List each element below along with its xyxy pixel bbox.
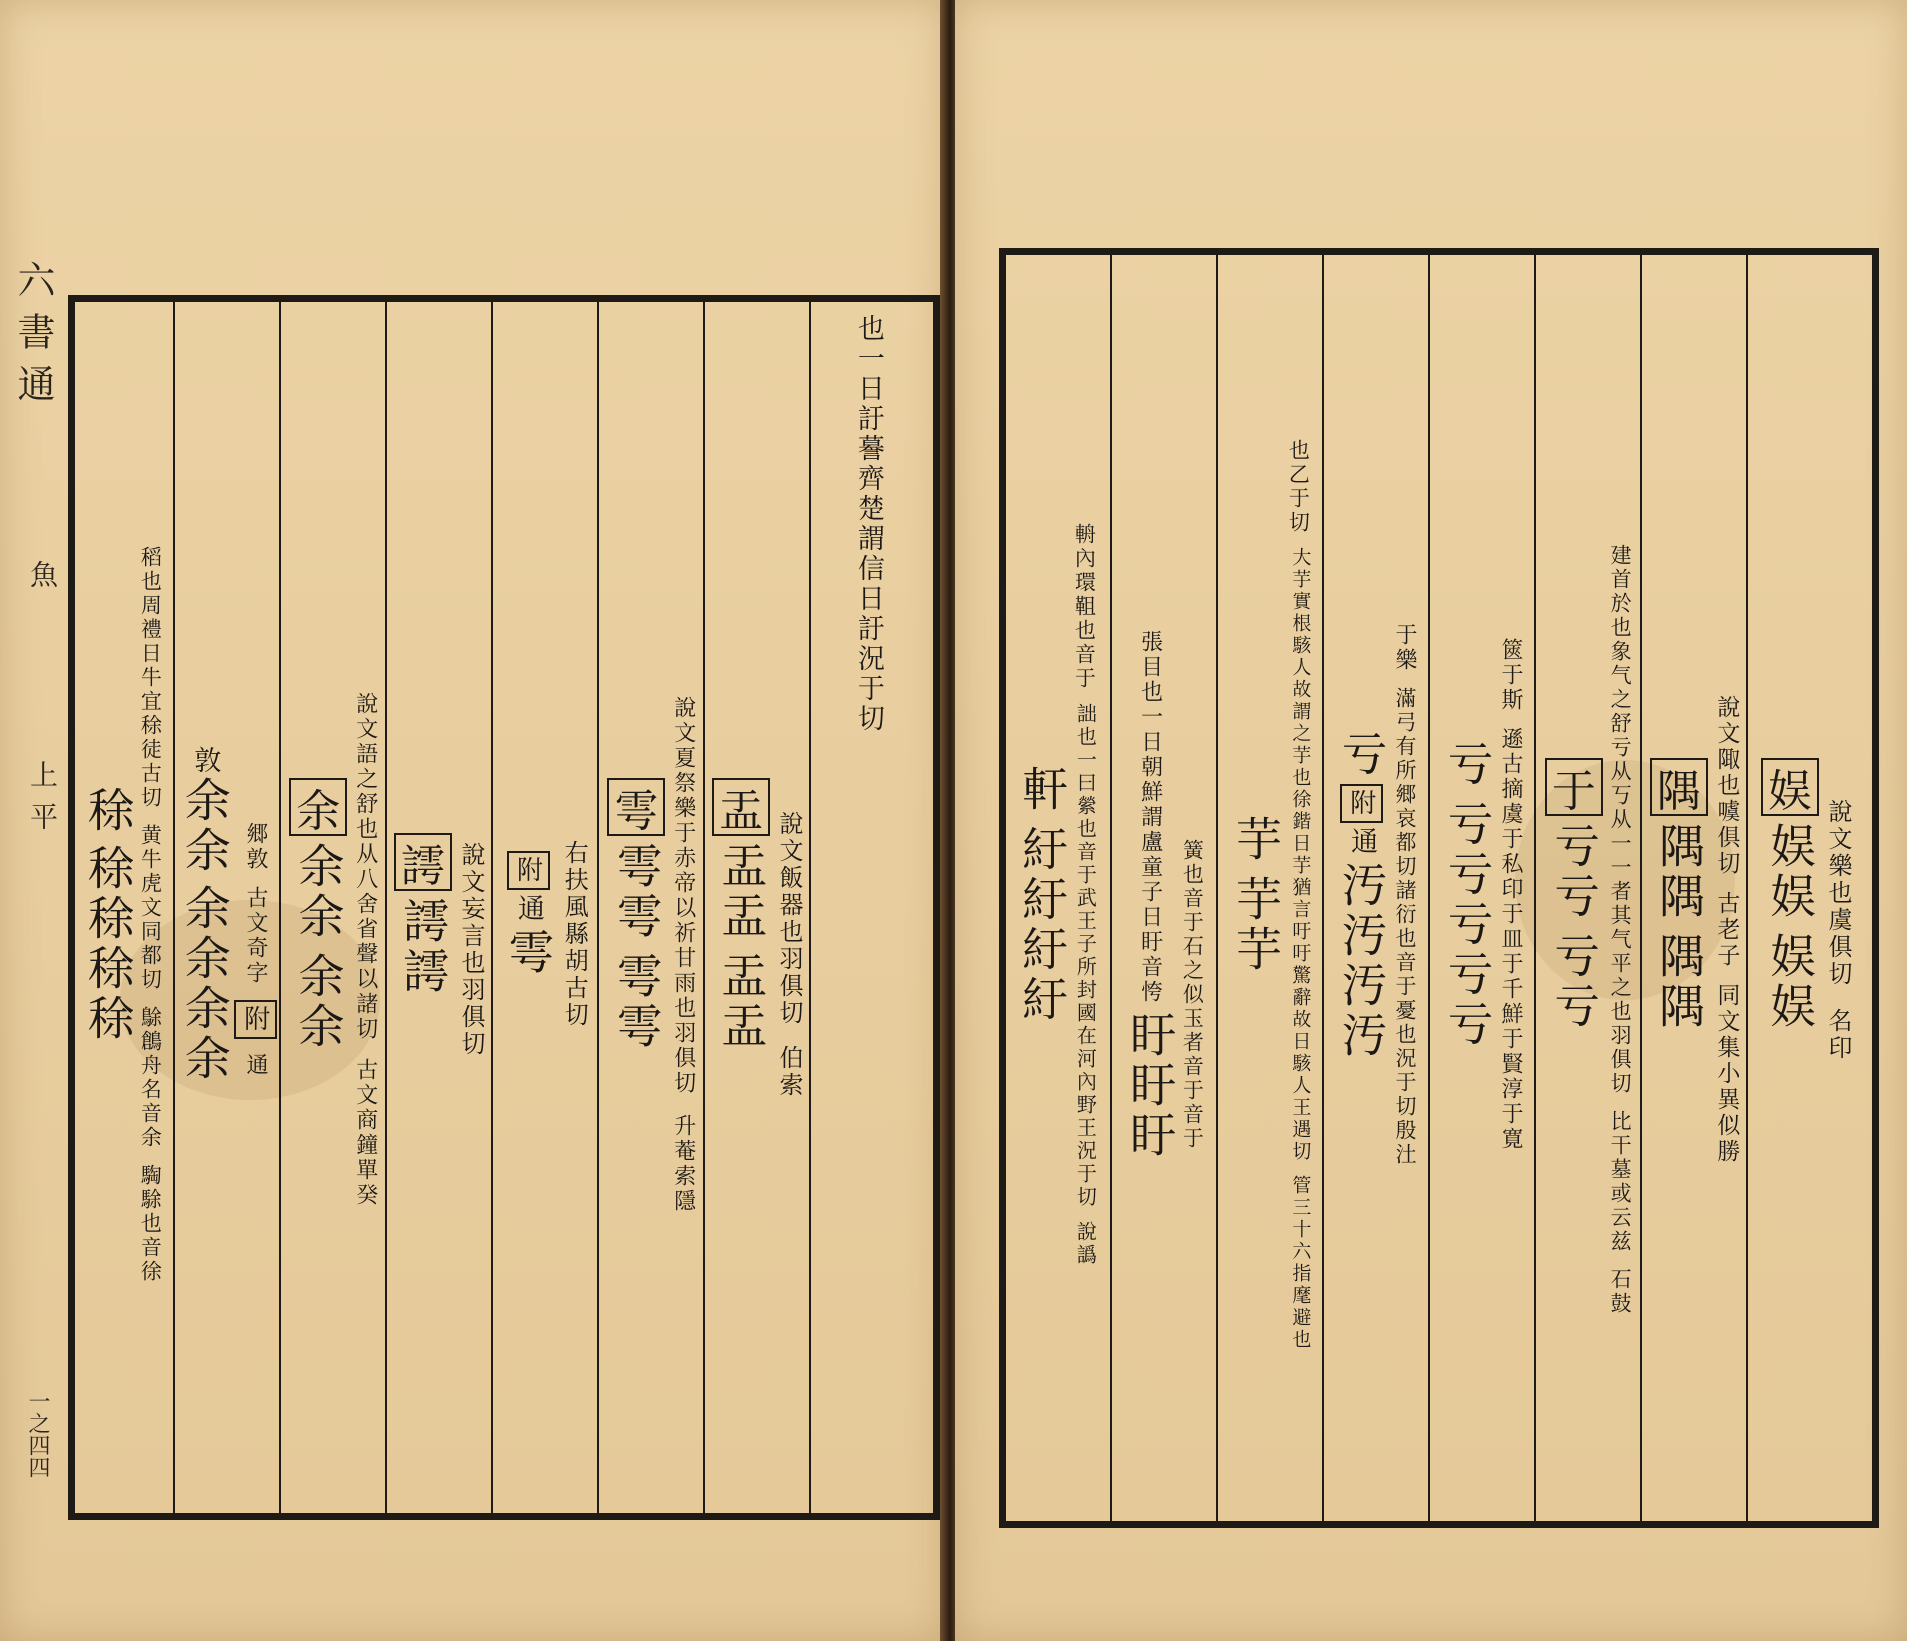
gloss-text: 騊駼也音徐	[138, 1163, 163, 1284]
gloss-text: 詘也一曰縈也音于武王子所封國在河內野王況于切	[1073, 703, 1098, 1209]
gloss-text: 大芋實根駭人故謂之芋也徐鍇日芋猶言吁吁驚辭故日駭人王遇切	[1289, 547, 1312, 1163]
seal-forms: 娱娱	[1763, 932, 1818, 1032]
gloss-text: 黄牛虎文同都切	[138, 823, 163, 992]
seal-forms: 雩雩	[609, 951, 664, 1052]
headword-box: 謣	[394, 833, 452, 891]
seal-forms: 亏亏亏亏亏	[1440, 800, 1495, 1050]
headword-box: 隅	[1650, 758, 1708, 816]
column-rule	[1428, 253, 1430, 1523]
column-rule	[1640, 253, 1642, 1523]
entry-column	[389, 300, 491, 1515]
gloss-text: 說文夏祭樂于赤帝以祈甘雨也羽俱切	[670, 695, 696, 1096]
variant-note: 通	[1346, 826, 1378, 857]
seal-forms: 稌稌稌稌	[81, 843, 136, 1044]
column-rule	[173, 300, 175, 1515]
source-note: 遜古摘虞于私印于皿于千鮮于賢淳于寛	[1498, 727, 1524, 1152]
seal-forms: 雩	[501, 928, 556, 978]
gloss-text: 說文妄言也羽俱切	[457, 841, 485, 1058]
margin-tone: 上平	[26, 760, 59, 844]
source-note: 郷敦	[243, 821, 269, 872]
column-rule	[1110, 253, 1112, 1523]
gloss-text: 說文樂也虞俱切	[1824, 798, 1852, 988]
variant-note: 通	[243, 1052, 269, 1078]
seal-forms: 余余余余	[177, 883, 232, 1084]
seal-forms: 隅隅	[1651, 932, 1706, 1032]
column-rule	[1322, 253, 1324, 1523]
left-text-frame	[68, 295, 940, 1520]
seal-forms: 亏亏	[1547, 822, 1602, 922]
entry-column	[177, 300, 279, 1515]
variant-note: 通	[512, 894, 544, 924]
gloss-text: 簧也音于石之似玉者音于音于	[1180, 839, 1205, 1151]
source-note: 同文集小異似勝	[1713, 983, 1740, 1165]
entry-column	[73, 300, 173, 1515]
column-rule	[597, 300, 599, 1515]
seal-forms: 娱娱	[1763, 822, 1818, 922]
seal-forms: 謣謣	[396, 896, 451, 997]
entry-column	[1114, 253, 1216, 1523]
text-column	[813, 300, 923, 1515]
source-note: 石鼓	[1608, 1268, 1633, 1316]
entry-column	[601, 300, 703, 1515]
gloss-text: 也一日訏謩齊楚謂信日訏況于切	[852, 314, 884, 734]
headword-box: 娱	[1761, 758, 1819, 816]
seal-forms: 亏	[1334, 729, 1389, 780]
margin-section: 魚	[26, 560, 59, 602]
seal-forms: 余余	[177, 775, 232, 876]
entry-column	[1644, 253, 1746, 1523]
column-rule	[1216, 253, 1218, 1523]
source-note: 古文商鐘單癸	[352, 1057, 378, 1208]
column-rule	[385, 300, 387, 1515]
entry-column	[283, 300, 385, 1515]
appendix-mark: 附	[234, 1000, 277, 1039]
gloss-text: 也乙于切	[1286, 439, 1311, 535]
margin-title: 六書通	[11, 260, 55, 416]
entry-column	[1220, 253, 1322, 1523]
source-note: 于樂	[1392, 623, 1418, 673]
seal-forms: 芋芋	[1229, 875, 1284, 975]
seal-forms: 紆紆紆紆	[1015, 825, 1070, 1025]
gloss-text: 滿弓有所郷哀都切諸衍也音于憂也況于切殷汢	[1393, 687, 1418, 1167]
seal-forms: 盱盱盱	[1123, 1010, 1178, 1161]
seal-forms: 汚汚汚汚	[1334, 860, 1389, 1061]
source-note: 古文奇字	[243, 885, 269, 986]
appendix-mark: 附	[1340, 784, 1383, 823]
seal-forms: 稌	[81, 785, 136, 836]
column-rule	[279, 300, 281, 1515]
seal-forms: 芋	[1229, 815, 1284, 865]
gloss-text: 敦	[189, 745, 221, 776]
gloss-text: 說文陬也噳俱切	[1713, 695, 1740, 877]
seal-forms: 雩雩	[609, 841, 664, 942]
seal-forms: 盂盂	[714, 951, 769, 1052]
seal-forms: 余余	[291, 951, 346, 1052]
gloss-text: 張目也一日朝鮮謂盧童子日盱音恗	[1137, 629, 1163, 1005]
gloss-text: 說文語之舒也从八舍省聲以諸切	[352, 691, 378, 1042]
seal-forms: 隅隅	[1651, 822, 1706, 922]
headword-box: 盂	[712, 778, 770, 836]
gloss-text: 稻也周禮日牛宜稌徒古切	[138, 545, 163, 810]
column-rule	[809, 300, 811, 1515]
appendix-mark: 附	[507, 851, 550, 890]
gloss-text: 說文飯器也羽俱切	[775, 810, 803, 1027]
right-page	[955, 0, 1907, 1641]
seal-forms: 軒	[1015, 765, 1070, 815]
right-text-frame	[999, 248, 1879, 1528]
left-page	[0, 0, 947, 1641]
seal-forms: 盂盂	[714, 841, 769, 942]
source-note: 升菴索隱	[670, 1113, 696, 1214]
source-note: 伯索	[775, 1044, 803, 1099]
entry-column	[1432, 253, 1534, 1523]
entry-column	[1326, 253, 1428, 1523]
page-number: 一之四四	[25, 1390, 50, 1478]
entry-column	[1004, 253, 1110, 1523]
source-note: 說譌	[1073, 1221, 1098, 1267]
headword-box: 余	[289, 778, 347, 836]
source-note: 篋于斯	[1498, 638, 1524, 713]
gloss-text: 右扶風縣胡古切	[560, 840, 589, 1029]
column-rule	[491, 300, 493, 1515]
entry-column	[1750, 253, 1864, 1523]
seal-forms: 亏	[1440, 740, 1495, 790]
gloss-text: 輈內環靻也音于	[1072, 523, 1097, 691]
source-note: 名印	[1824, 1007, 1852, 1062]
source-note: 古老子	[1713, 891, 1740, 969]
headword-box: 雩	[607, 778, 665, 836]
column-rule	[703, 300, 705, 1515]
seal-forms: 亏亏	[1547, 932, 1602, 1032]
source-note: 比干墓或云兹	[1608, 1110, 1633, 1254]
column-rule	[1746, 253, 1748, 1523]
seal-forms: 余余	[291, 841, 346, 942]
entry-column	[1538, 253, 1640, 1523]
gloss-text: 管三十六指麾避也	[1289, 1175, 1312, 1351]
gloss-text: 建首於也象气之舒亏从丂从一一者其气平之也羽俱切	[1608, 544, 1633, 1096]
entry-column	[707, 300, 809, 1515]
gloss-text: 鵌鶬舟名音余	[138, 1005, 163, 1150]
appendix-column	[495, 300, 597, 1515]
column-rule	[1534, 253, 1536, 1523]
headword-box: 于	[1545, 758, 1603, 816]
